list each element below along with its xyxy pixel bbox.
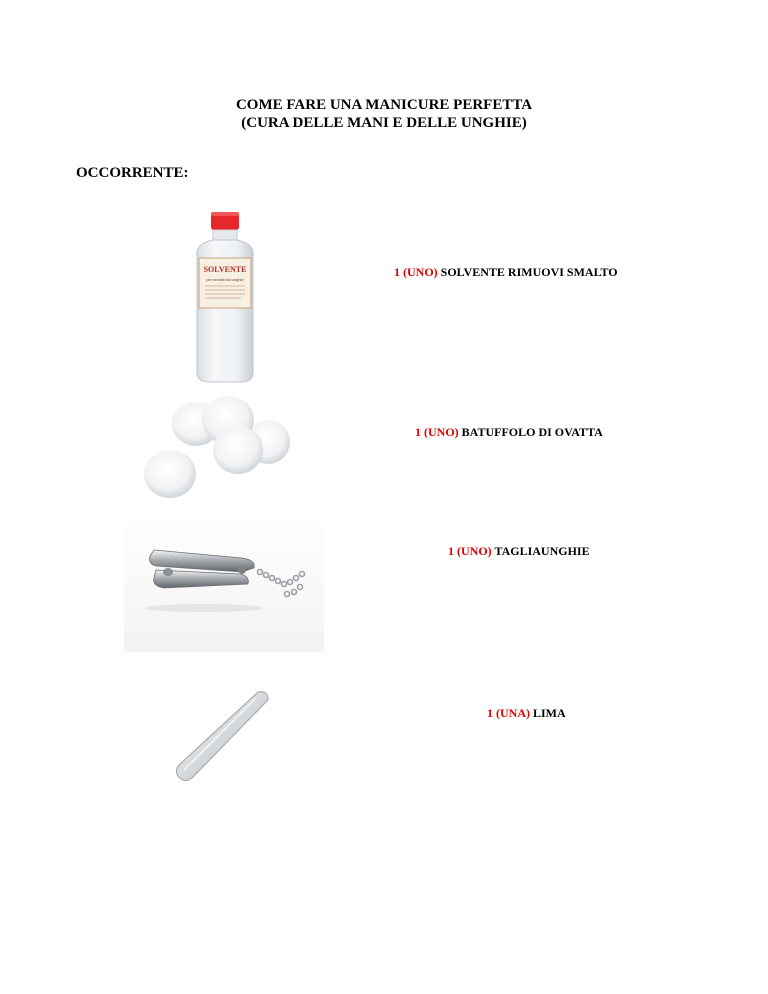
item-name: BATUFFOLO DI OVATTA [461, 425, 603, 439]
item-name: TAGLIAUNGHIE [494, 544, 590, 558]
document-title [0, 96, 768, 132]
item-name: SOLVENTE RIMUOVI SMALTO [440, 265, 618, 279]
item-quantity: 1 (UNA) [487, 706, 530, 720]
title-line-1: COME FARE UNA MANICURE PERFETTA [235, 97, 533, 113]
nail-polish-remover-bottle-icon [185, 212, 265, 384]
bottle-label-brand: SOLVENTE [203, 265, 247, 274]
nail-clipper-icon [124, 512, 324, 652]
item-name: LIMA [533, 706, 566, 720]
section-label-occorrente: OCCORRENTE: [76, 165, 189, 181]
item-label-solvente [394, 265, 618, 280]
item-quantity: 1 (UNO) [415, 425, 459, 439]
title-line-2: (CURA DELLE MANI E DELLE UNGHIE) [241, 115, 527, 131]
item-quantity: 1 (UNO) [448, 544, 492, 558]
item-quantity: 1 (UNO) [394, 265, 438, 279]
cotton-balls-icon [140, 392, 290, 498]
item-label-lima [487, 706, 566, 721]
item-label-batuffolo [415, 425, 603, 440]
item-label-tagliaunghie [448, 544, 590, 559]
nail-file-icon [170, 686, 274, 786]
bottle-label-subtitle: per smalto da unghie [206, 277, 244, 282]
